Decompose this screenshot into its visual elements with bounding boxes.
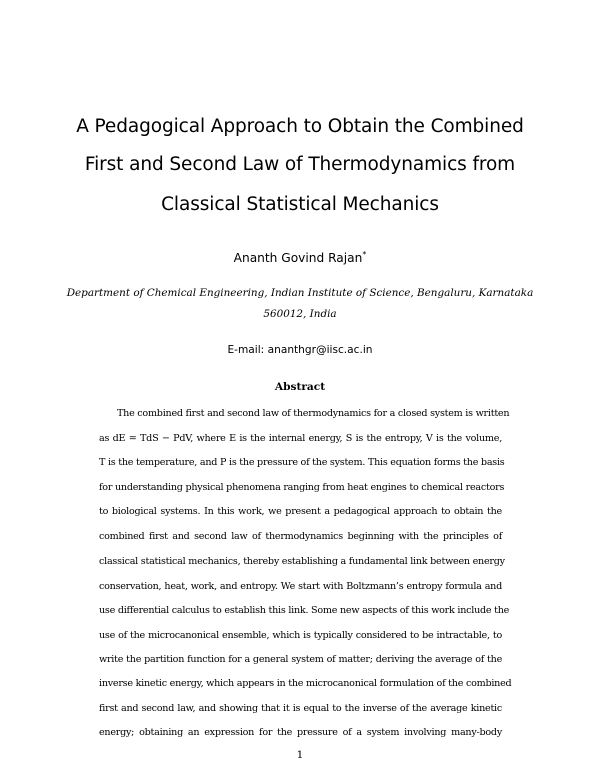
title-line-1: A Pedagogical Approach to Obtain the Combined [76,116,524,137]
affiliation-line-2: 560012, India [263,308,337,320]
abstract-line: as dE = TdS − PdV, where E is the internal energy, S is the entropy, V is the volume, [99,433,502,444]
author-footnote-mark: * [362,250,367,259]
email-address: E-mail: ananthgr@iisc.ac.in [227,344,373,356]
abstract-line: to biological systems. In this work, we present a pedagogical approach to obtain the [99,506,502,517]
abstract-line: combined first and second law of thermodynamics beginning with the principles of [99,531,502,542]
abstract-line: write the partition function for a general system of matter; deriving the average of the [99,654,502,665]
abstract-line: The combined first and second law of thermodynamics for a closed system is written [117,408,510,419]
affiliation-line-1: Department of Chemical Engineering, Indian Institute of Science, Bengaluru, Karnataka [66,287,534,299]
abstract-line: inverse kinetic energy, which appears in the microcanonical formulation of the combined [99,678,512,689]
abstract-line: use of the microcanonical ensemble, which is typically considered to be intractable, to [99,630,502,641]
author-name: Ananth Govind Rajan [233,251,363,266]
author [0,250,600,265]
abstract-line: conservation, heat, work, and entropy. We start with Boltzmann’s entropy formula and [99,581,502,592]
abstract-line: for understanding physical phenomena ranging from heat engines to chemical reactors [99,482,505,493]
abstract-line: first and second law, and showing that it is equal to the inverse of the average kinetic [99,703,502,714]
abstract-line: T is the temperature, and P is the pressure of the system. This equation forms the basis [99,457,505,468]
title-line-3: Classical Statistical Mechanics [161,194,439,215]
title-line-2: First and Second Law of Thermodynamics from [84,154,516,175]
page-number: 1 [296,749,304,761]
abstract-line: energy; obtaining an expression for the pressure of a system involving many-body [99,727,502,738]
abstract-line: classical statistical mechanics, thereby establishing a fundamental link between energy [99,556,505,567]
abstract-heading: Abstract [274,381,326,393]
abstract-line: use differential calculus to establish this link. Some new aspects of this work include the [99,605,510,616]
